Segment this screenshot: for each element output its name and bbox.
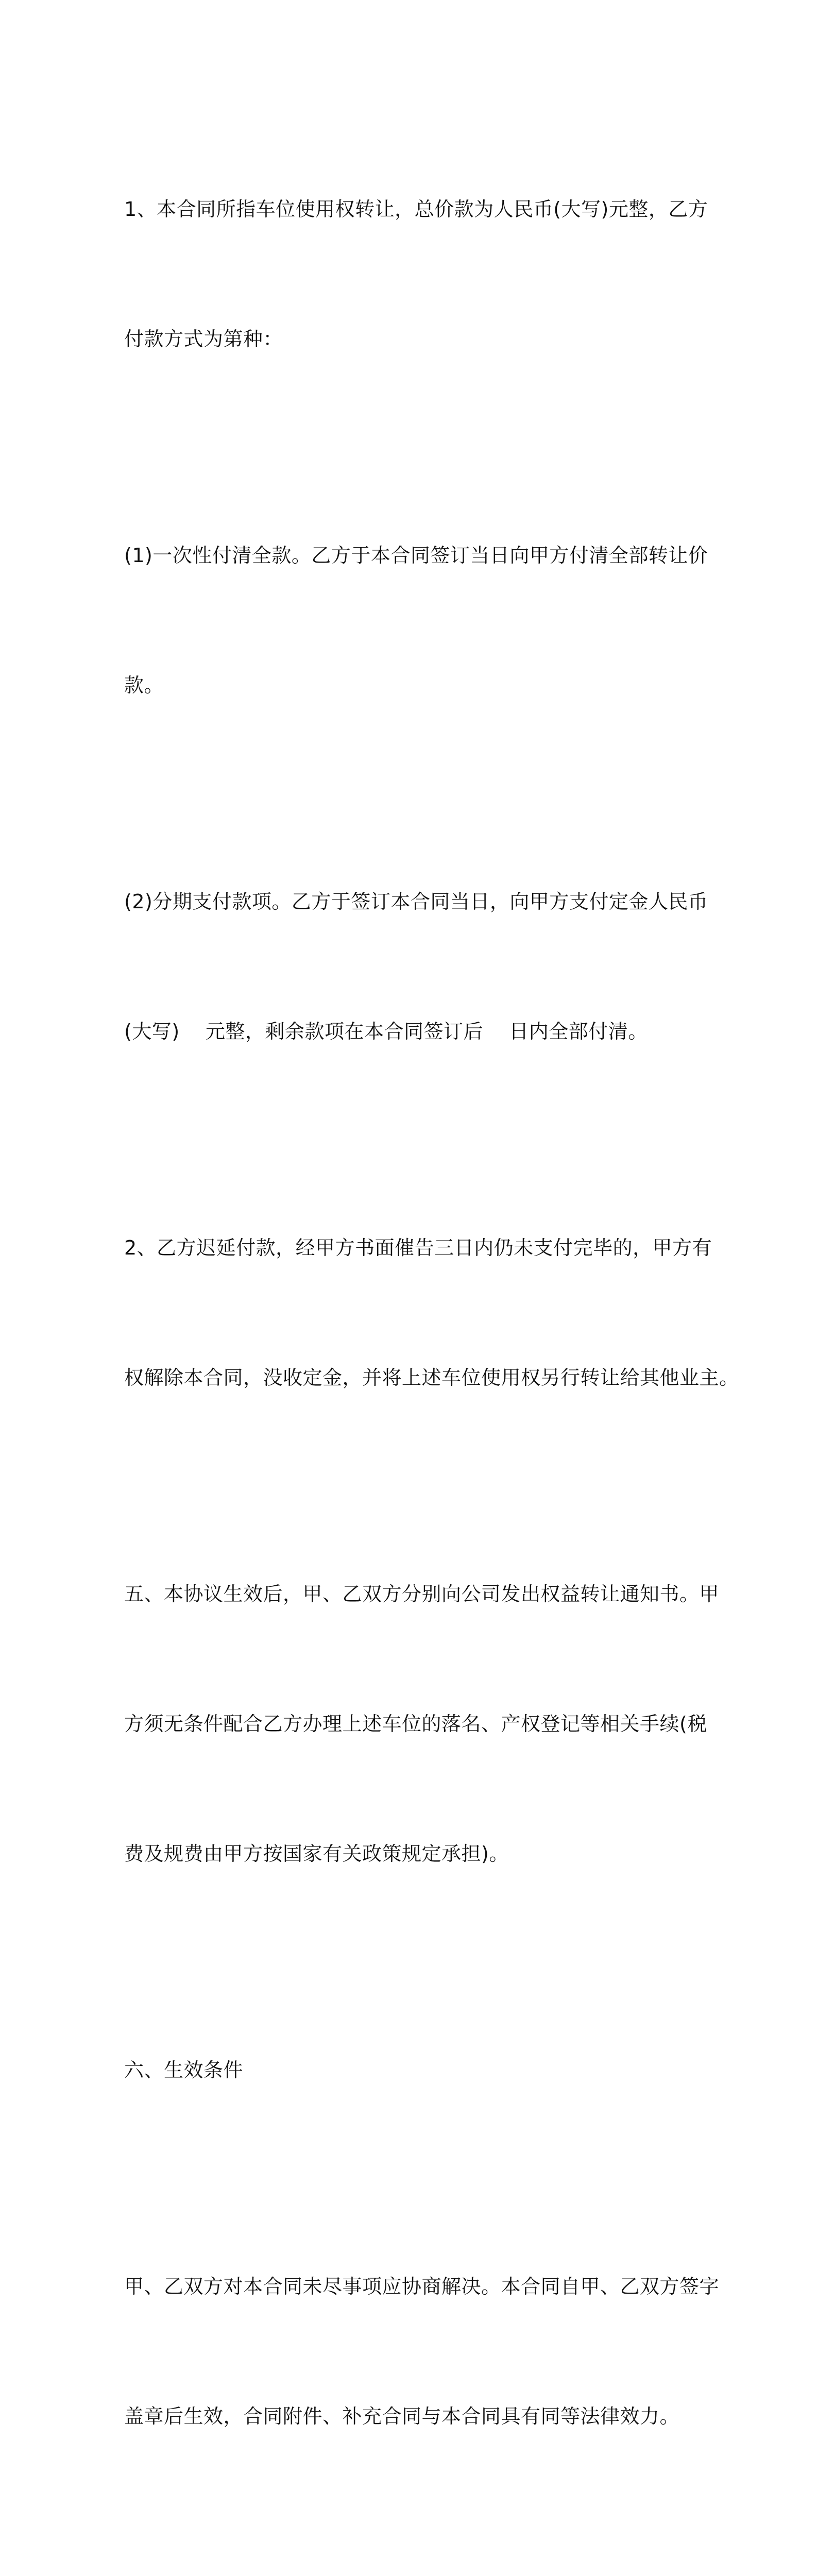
text-line: (2)分期支付款项。乙方于签订本合同当日，向甲方支付定金人民币	[124, 890, 708, 913]
section-7-supplementary	[124, 2524, 699, 2576]
text-line: 付款方式为第种：	[124, 328, 283, 350]
text-line: 费及规费由甲方按国家有关政策规定承担)。	[124, 1842, 509, 1865]
text-line: 权解除本合同，没收定金，并将上述车位使用权另行转让给其他业主。	[124, 1366, 739, 1389]
payment-option-2	[124, 793, 708, 1140]
text-line: 2、乙方迟延付款，经甲方书面催告三日内仍未支付完毕的，甲方有	[124, 1236, 712, 1259]
text-line: 六、生效条件	[124, 2059, 244, 2081]
text-line: 款。	[124, 674, 164, 697]
text-line: 甲、乙双方对本合同未尽事项应协商解决。本合同自甲、乙双方签字	[124, 2275, 720, 2298]
document-body	[124, 101, 739, 2576]
clause-2-late-payment	[124, 1140, 739, 1486]
text-line: (大写) 元整，剩余款项在本合同签订后 日内全部付清。	[124, 1020, 648, 1043]
clause-1-total-price	[124, 101, 708, 447]
text-line: (1)一次性付清全款。乙方于本合同签订当日向甲方付清全部转让价	[124, 544, 708, 567]
text-line: 1、本合同所指车位使用权转让，总价款为人民币(大写)元整，乙方	[124, 198, 708, 221]
section-6-heading	[124, 1962, 699, 2178]
section-6-body	[124, 2178, 720, 2524]
section-5-transfer-notice	[124, 1486, 720, 1962]
text-line: 方须无条件配合乙方办理上述车位的落名、产权登记等相关手续(税	[124, 1713, 707, 1735]
text-line: 五、本协议生效后，甲、乙双方分别向公司发出权益转让通知书。甲	[124, 1583, 720, 1605]
payment-option-1	[124, 447, 708, 793]
text-line: 盖章后生效，合同附件、补充合同与本合同具有同等法律效力。	[124, 2405, 680, 2428]
